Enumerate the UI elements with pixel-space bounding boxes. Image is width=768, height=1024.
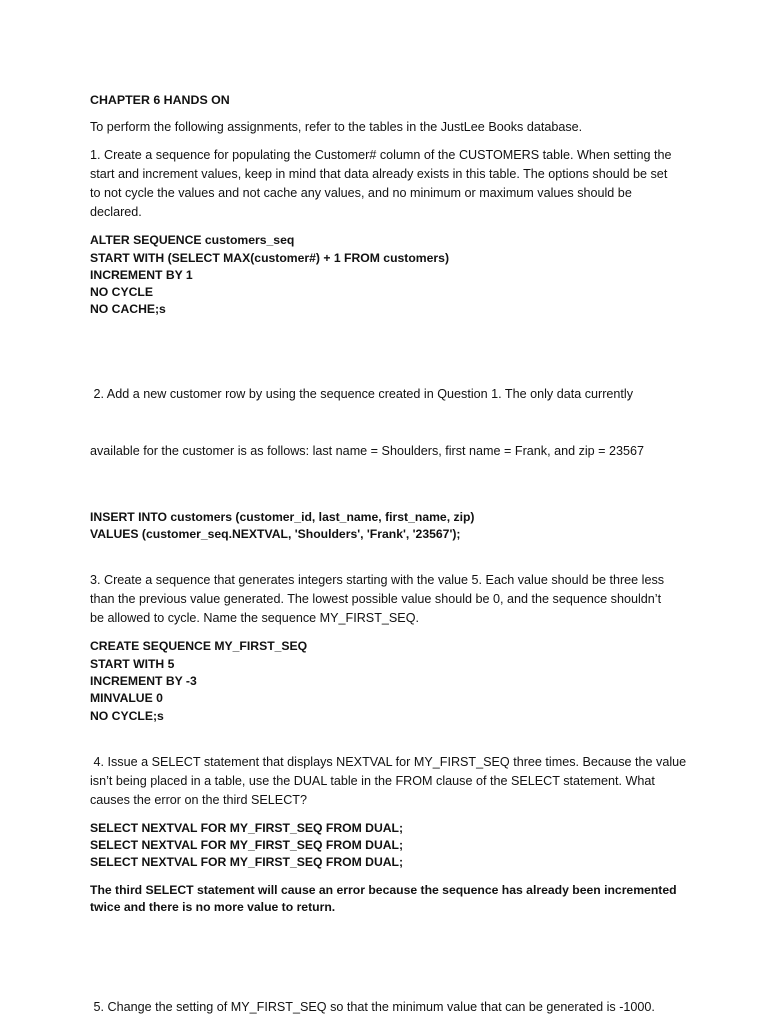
code-line: START WITH 5 [90,656,175,671]
question-4 [90,753,690,810]
question-1-line: 1. Create a sequence for populating the Customer# column of the CUSTOMERS table. When setting the [90,148,672,163]
code-line: START WITH (SELECT MAX(customer#) + 1 FROM customers) [90,250,450,265]
code-line: CREATE SEQUENCE MY_FIRST_SEQ [90,639,308,654]
code-line: MINVALUE 0 [90,691,163,706]
question-4-line: 4. Issue a SELECT statement that displays NEXTVAL for MY_FIRST_SEQ three times. Because the value [90,754,687,769]
code-line: INSERT INTO customers (customer_id, last_name, first_name, zip) [90,509,475,524]
answer-4-explanation [90,882,690,917]
intro-text: To perform the following assignments, refer to the tables in the JustLee Books database. [90,120,583,135]
question-2-line: 2. Add a new customer row by using the sequence created in Question 1. The only data currently [90,386,634,401]
question-5 [90,998,690,1017]
code-line: NO CACHE;s [90,302,166,317]
code-line: VALUES (customer_seq.NEXTVAL, 'Shoulders', 'Frank', '23567'); [90,527,461,542]
code-line: SELECT NEXTVAL FOR MY_FIRST_SEQ FROM DUAL; [90,838,404,853]
question-4-line: causes the error on the third SELECT? [90,792,308,807]
question-2 [90,347,690,499]
answer-line: The third SELECT statement will cause an error because the sequence has already been incremented [90,882,677,897]
code-line: SELECT NEXTVAL FOR MY_FIRST_SEQ FROM DUAL; [90,855,404,870]
page-title: CHAPTER 6 HANDS ON [90,93,230,107]
question-5-line: 5. Change the setting of MY_FIRST_SEQ so that the minimum value that can be generated is -1000. [90,1000,655,1015]
question-3 [90,571,690,628]
code-line: ALTER SEQUENCE customers_seq [90,233,295,248]
answer-3-code [90,638,690,724]
code-line: NO CYCLE [90,285,153,300]
question-1-line: to not cycle the values and not cache any values, and no minimum or maximum values should be [90,186,632,201]
answer-1-code [90,232,690,318]
question-3-line: 3. Create a sequence that generates integers starting with the value 5. Each value should be three less [90,573,665,588]
answer-line: twice and there is no more value to return. [90,900,336,915]
answer-4-code [90,820,690,872]
question-3-line: be allowed to cycle. Name the sequence MY_FIRST_SEQ. [90,611,419,626]
code-line: INCREMENT BY -3 [90,673,197,688]
question-3-line: than the previous value generated. The lowest possible value should be 0, and the sequence shouldn’t [90,592,662,607]
code-line: INCREMENT BY 1 [90,267,193,282]
question-1-line: start and increment values, keep in mind that data already exists in this table. The options should be set [90,167,668,182]
answer-2-code [90,509,690,544]
document-page [90,92,690,1017]
question-1-line: declared. [90,205,142,220]
code-line: SELECT NEXTVAL FOR MY_FIRST_SEQ FROM DUAL; [90,820,404,835]
question-2-line: available for the customer is as follows: last name = Shoulders, first name = Frank, and zip = 23567 [90,443,645,458]
code-line: NO CYCLE;s [90,708,164,723]
question-1 [90,146,690,222]
question-4-line: isn’t being placed in a table, use the DUAL table in the FROM clause of the SELECT statement. What [90,773,655,788]
